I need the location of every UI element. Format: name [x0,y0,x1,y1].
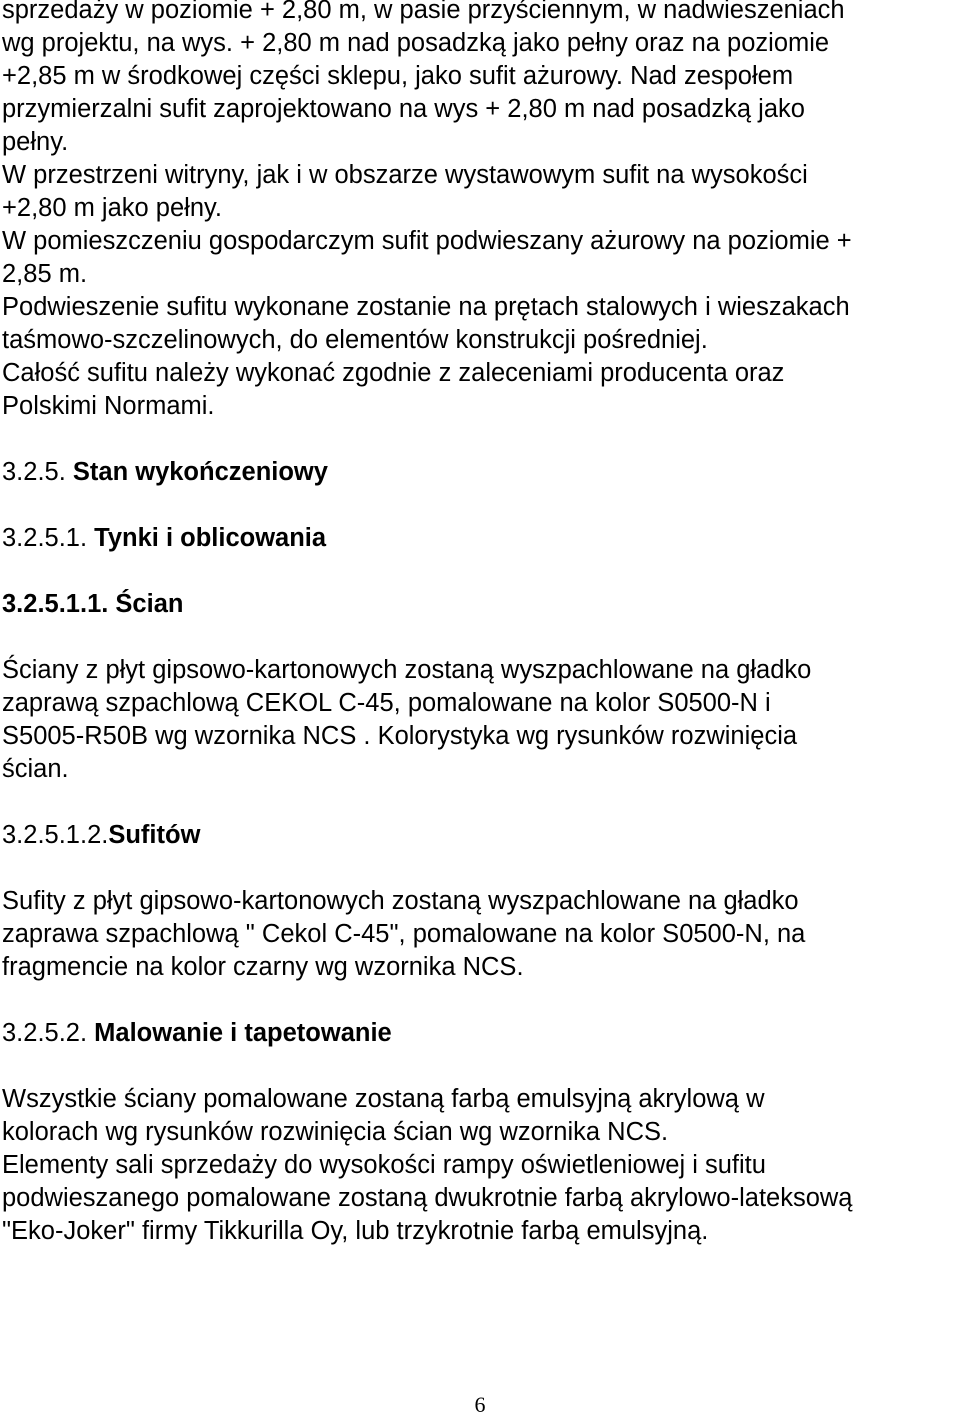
section-heading [2,819,200,852]
body-text-line: kolorach wg rysunków rozwinięcia ścian wg wzornika NCS. [2,1118,669,1146]
section-title: Malowanie i tapetowanie [94,1019,392,1047]
body-text-line: wg projektu, na wys. + 2,80 m nad posadzką jako pełny oraz na poziomie [2,29,830,57]
section-number: 3.2.5.1. [2,524,95,552]
body-text-line: Podwieszenie sufitu wykonane zostanie na prętach stalowych i wieszakach [2,293,850,321]
section-title: Ścian [115,590,184,618]
body-text-line: taśmowo-szczelinowych, do elementów konstrukcji pośredniej. [2,326,708,354]
body-text-line: Polskimi Normami. [2,392,215,420]
body-text-line: sprzedaży w poziomie + 2,80 m, w pasie przyściennym, w nadwieszeniach [2,0,845,24]
body-text-line: 2,85 m. [2,260,88,288]
page-number: 6 [474,1392,486,1417]
body-text-line: pełny. [2,128,69,156]
section-heading [2,588,183,621]
body-text-line: +2,80 m jako pełny. [2,194,222,222]
body-text-line: +2,85 m w środkowej części sklepu, jako sufit ażurowy. Nad zespołem [2,62,794,90]
body-text-line: Elementy sali sprzedaży do wysokości rampy oświetleniowej i sufitu [2,1151,766,1179]
body-text-line: "Eko-Joker" firmy Tikkurilla Oy, lub trzykrotnie farbą emulsyjną. [2,1217,709,1245]
body-text-line: Sufity z płyt gipsowo-kartonowych zostaną wyszpachlowane na gładko [2,887,799,915]
section-number: 3.2.5.1.1. [2,590,116,618]
section-title: Stan wykończeniowy [72,458,328,486]
body-text-line: zaprawą szpachlową CEKOL C-45, pomalowane na kolor S0500-N i [2,689,771,717]
body-text-line: W przestrzeni witryny, jak i w obszarze wystawowym sufit na wysokości [2,161,808,189]
section-title: Sufitów [108,821,201,849]
section-number: 3.2.5.2. [2,1019,95,1047]
body-text-line: W pomieszczeniu gospodarczym sufit podwieszany ażurowy na poziomie + [2,227,852,255]
body-text-line: podwieszanego pomalowane zostaną dwukrotnie farbą akrylowo-lateksową [2,1184,853,1212]
body-text-line: zaprawa szpachlową " Cekol C-45", pomalowane na kolor S0500-N, na [2,920,806,948]
body-text-line: Ściany z płyt gipsowo-kartonowych zostaną wyszpachlowane na gładko [2,656,812,684]
section-title: Tynki i oblicowania [94,524,327,552]
body-text-line: przymierzalni sufit zaprojektowano na wys + 2,80 m nad posadzką jako [2,95,805,123]
section-number: 3.2.5. [2,458,73,486]
body-text-line: Wszystkie ściany pomalowane zostaną farbą emulsyjną akrylową w [2,1085,765,1113]
body-text-line: S5005-R50B wg wzornika NCS . Kolorystyka wg rysunków rozwinięcia [2,722,798,750]
section-heading [2,522,326,555]
body-text-line: fragmencie na kolor czarny wg wzornika NCS. [2,953,524,981]
body-text-line: ścian. [2,755,69,783]
section-heading [2,456,328,489]
section-heading [2,1017,392,1050]
body-text-line: Całość sufitu należy wykonać zgodnie z zaleceniami producenta oraz [2,359,785,387]
section-number: 3.2.5.1.2. [2,821,109,849]
